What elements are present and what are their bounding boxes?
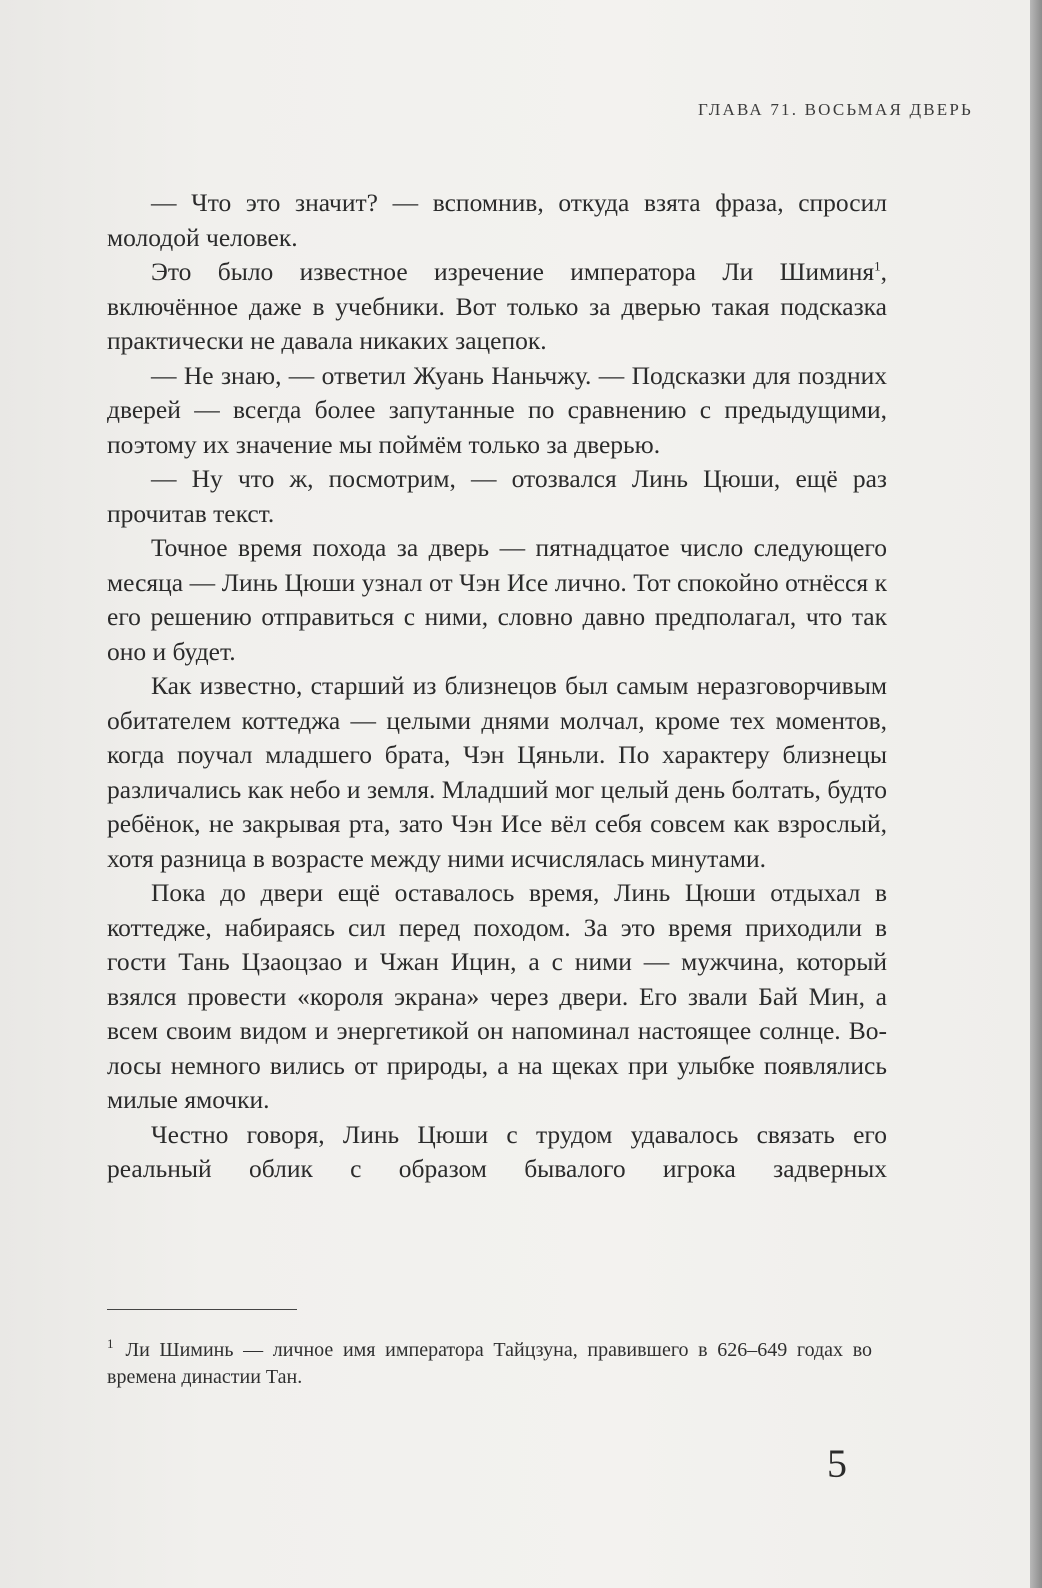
- footnote-text: Ли Шиминь — личное имя императора Тайцзуна, правившего в 626–649 годах во времена династии Тан.: [107, 1339, 872, 1388]
- paragraph-2-after: , включённое даже в учебники. Вот только за дверью такая подсказка практически не давала никаких зацепок.: [107, 257, 887, 355]
- running-head: ГЛАВА 71. ВОСЬМАЯ ДВЕРЬ: [697, 100, 973, 119]
- body-text: [107, 186, 887, 1187]
- footnote-reference[interactable]: 1: [874, 258, 881, 274]
- paragraph-2-before: Это было известное изречение императора Ли Шиминя: [151, 257, 875, 286]
- footnote: [107, 1330, 872, 1391]
- page-number: 5: [827, 1441, 847, 1486]
- paragraph-3: — Не знаю, — ответил Жуань Наньчжу. — Подсказки для поздних дверей — всегда более запутанные по сравнению с предыдущими, поэтому их значение мы поймём только за дверью.: [107, 360, 887, 459]
- footnote-divider: [107, 1309, 297, 1310]
- paragraph-8: Честно говоря, Линь Цюши с трудом удавалось связать его реальный облик с образом бывалого игрока задверных: [107, 1119, 887, 1183]
- paragraph-6: Как известно, старший из близнецов был самым неразговорчивым обитателем коттеджа — целыми днями молчал, кроме тех моментов, когда поучал младшего брата, Чэн Цяньли. По характеру близнецы различались как небо и земля. Младший мог целый день болтать, будто ребёнок, не закрывая рта, зато Чэн Исе вёл себя совсем как взрослый, хотя разница в возрасте между ними исчислялась минутами.: [107, 671, 887, 873]
- paragraph-7: Пока до двери ещё оставалось время, Линь Цюши отдыхал в коттедже, набираясь сил перед походом. За это время приходили в гости Тань Цзаоцзао и Чжан Ицин, а с ними — мужчина, который взялся провести «короля экрана» через двери. Его звали Бай Мин, а всем своим видом и энергетикой он напоминал настоящее солнце. Волосы немного вились от природы, а на щеках при улыбке появлялись милые ямочки.: [107, 878, 887, 1114]
- page-edge: [1030, 0, 1042, 1588]
- paragraph-4: — Ну что ж, посмотрим, — отозвался Линь Цюши, ещё раз прочитав текст.: [107, 464, 887, 528]
- paragraph-5: Точное время похода за дверь — пятнадцатое число следующего месяца — Линь Цюши узнал от Чэн Исе лично. Тот спокойно отнёсся к его решению отправиться с ними, словно давно предполагал, что так оно и будет.: [107, 533, 887, 666]
- paragraph-2: [107, 255, 887, 359]
- paragraph-1: — Что это значит? — вспомнив, откуда взята фраза, спросил молодой человек.: [107, 188, 887, 252]
- footnote-mark: 1: [107, 1336, 114, 1351]
